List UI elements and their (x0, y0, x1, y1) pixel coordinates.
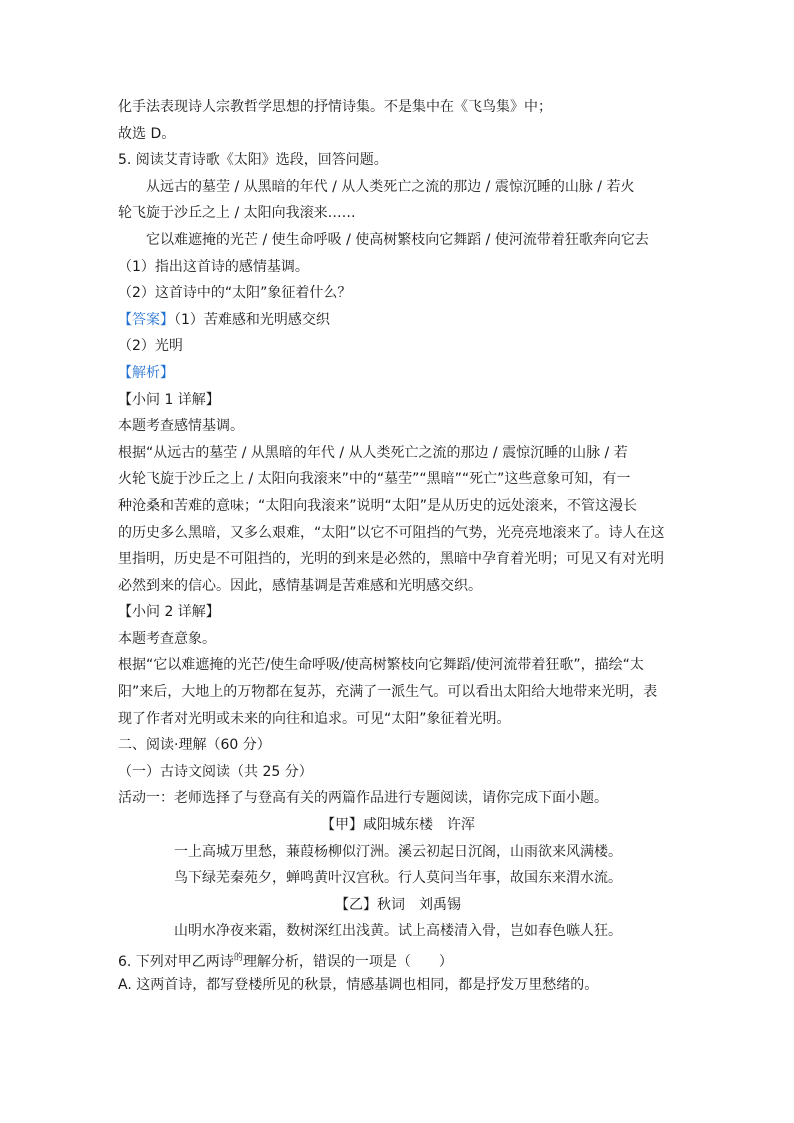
text-line: 根据“它以难遮掩的光芒/使生命呼吸/使高树繁枝向它舞蹈/使河流带着狂歌”，描绘“太 (118, 657, 644, 674)
text-line: 现了作者对光明或未来的向往和追求。可见“太阳”象征着光明。 (118, 710, 511, 727)
text-line: 根据“从远古的墓茔 / 从黑暗的年代 / 从人类死亡之流的那边 / 震惊沉睡的山脉 / 若 (118, 444, 628, 461)
answer-line (118, 307, 678, 334)
poem-title-jia: 【甲】咸阳城东楼 许浑 (321, 817, 475, 834)
document-page (118, 94, 678, 998)
answer-text: （1）苦难感和光明感交织 (174, 311, 330, 328)
poem-line: 鸟下绿芜秦苑夕，蝉鸣黄叶汉宫秋。行人莫问当年事，故国东来渭水流。 (174, 870, 622, 887)
answer-line: （2）光明 (118, 338, 183, 355)
text-line: 里指明，历史是不可阻挡的，光明的到来是必然的，黑暗中孕育着光明；可见又有对光明 (118, 551, 664, 568)
poem-line: 山明水净夜来霜，数树深红出浅黄。试上高楼清入骨，岂如春色嗾人狂。 (174, 923, 622, 940)
answer-tag: 【答案】 (118, 311, 174, 328)
text-line: 本题考查意象。 (118, 630, 216, 647)
text-line: 化手法表现诗人宗教哲学思想的抒情诗集。不是集中在《飞鸟集》中； (118, 99, 552, 115)
activity-instruction: 活动一：老师选择了与登高有关的两篇作品进行专题阅读，请你完成下面小题。 (118, 790, 608, 807)
text-line: 必然到来的信心。因此，感情基调是苦难感和光明感交织。 (118, 577, 482, 594)
analysis-line (118, 360, 678, 387)
text-line: 的历史多么黑暗，又多么艰难，“太阳”以它不可阻挡的气势，光亮亮地滚来了。诗人在这 (118, 524, 665, 541)
poem-title-yi: 【乙】秋词 刘禹锡 (335, 896, 461, 913)
poem-excerpt-line: 从远古的墓茔 / 从黑暗的年代 / 从人类死亡之流的那边 / 震惊沉睡的山脉 / 若火 (146, 178, 635, 195)
text-line: 故选 D。 (118, 125, 176, 142)
sub-heading: 【小问 1 详解】 (118, 391, 220, 408)
option-a: A. 这两首诗，都写登楼所见的秋景，情感基调也相同，都是抒发万里愁绪的。 (118, 976, 599, 993)
poem-excerpt-line: 轮飞旋于沙丘之上 / 太阳向我滚来…… (118, 205, 356, 222)
text-line: 阳”来后，大地上的万物都在复苏，充满了一派生气。可以看出太阳给大地带来光明，表 (118, 684, 658, 701)
sub-heading: 【小问 2 详解】 (118, 604, 220, 621)
question-5-stem: 5. 阅读艾青诗歌《太阳》选段，回答问题。 (118, 152, 388, 169)
poem-line: 一上高城万里愁，蒹葭杨柳似汀洲。溪云初起日沉阁，山雨欲来风满楼。 (174, 843, 622, 860)
section-heading: 二、阅读·理解（60 分） (118, 737, 271, 754)
question-6-stem: 6. 下列对甲乙两诗$^的$理解分析，错误的一项是（ ） (118, 953, 453, 970)
text-line: 本题考查感情基调。 (118, 418, 244, 435)
text-line: 种沧桑和苦难的意味；“太阳向我滚来”说明“太阳”是从历史的远处滚来，不管这漫长 (118, 497, 638, 514)
sub-question-2: （2）这首诗中的“太阳”象征着什么？ (118, 285, 352, 302)
sub-question-1: （1）指出这首诗的感情基调。 (118, 258, 309, 275)
poem-excerpt-line: 它以难遮掩的光芒 / 使生命呼吸 / 使高树繁枝向它舞蹈 / 使河流带着狂歌奔向它去 (146, 231, 649, 248)
text-line: 火轮飞旋于沙丘之上 / 太阳向我滚来”中的“墓茔”“黑暗”“死亡”这些意象可知，有一 (118, 471, 631, 488)
analysis-tag: 【解析】 (118, 364, 174, 381)
section-subheading: （一）古诗文阅读（共 25 分） (118, 763, 313, 780)
